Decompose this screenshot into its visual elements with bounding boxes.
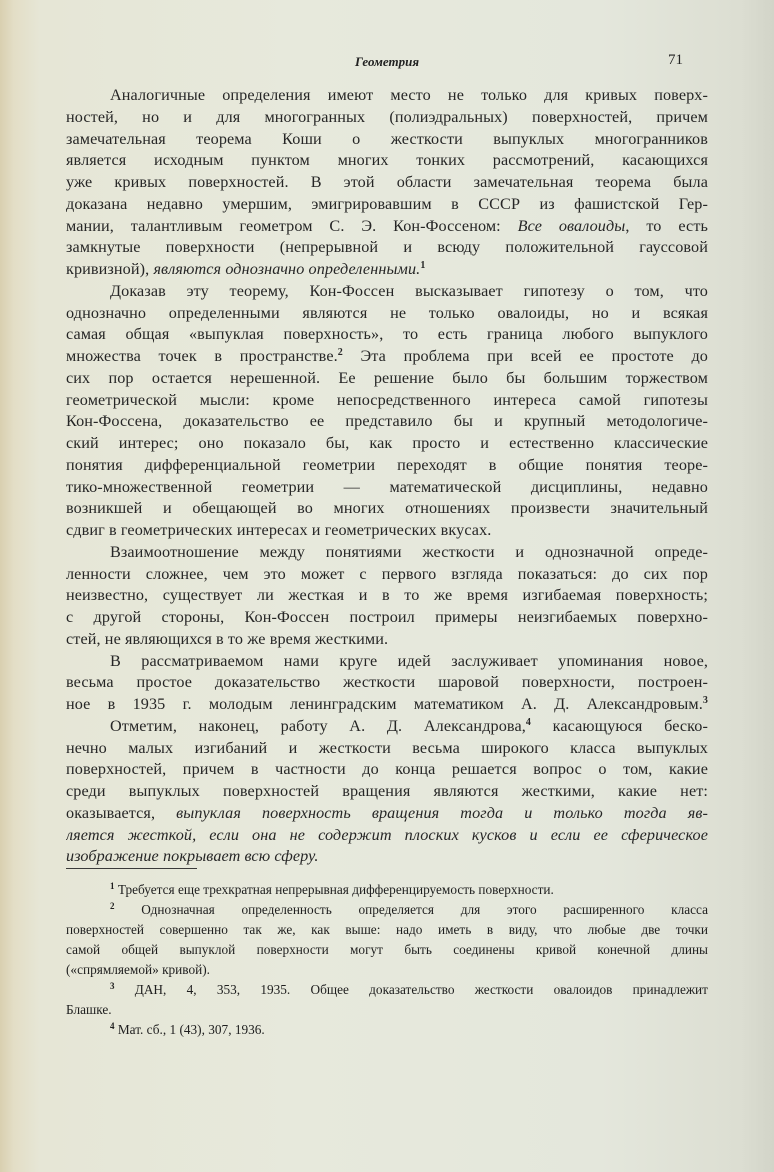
text-line: замечательная теорема Коши о жесткости выпуклых многогранников	[66, 129, 708, 148]
paragraph-2	[66, 281, 708, 542]
footnote-line: Блашке.	[66, 1002, 112, 1017]
footnote-line: $^3$ ДАН, 4, 353, 1935. Общее доказательство жесткости овалоидов принадлежит	[110, 981, 708, 997]
footnotes	[66, 880, 708, 1040]
text-line: сих пор остается нерешенной. Ее решение было бы большим торжеством	[66, 368, 708, 387]
paragraph-1	[66, 85, 708, 281]
text-line: замкнутые поверхности (непрерывной и всюду положительной гауссовой	[66, 238, 708, 257]
emphasis: ляется жесткой, если она не содержит плоских кусков и если ее сферическое	[66, 825, 708, 844]
text-line: неизвестно, существует ли жесткая и в то же время изгибаемая поверхность;	[66, 586, 708, 605]
footnote-line: самой общей выпуклой поверхности могут быть соединены кривой конечной длины	[66, 942, 708, 957]
text-line: ленности сложнее, чем это может с первого взгляда показаться: до сих пор	[66, 564, 708, 583]
text-line	[66, 846, 708, 868]
text-line: ский интерес; оно показало бы, как просто и естественно классические	[66, 434, 708, 452]
text-line: Аналогичные определения имеют место не только для кривых поверх-	[110, 86, 708, 104]
footnote-ref[interactable]: 4	[525, 716, 531, 728]
text-line: уже кривых поверхностей. В этой области замечательная теорема была	[66, 173, 708, 191]
footnote-line: («спрямляемой» кривой).	[66, 962, 211, 977]
text-line: множества точек в пространстве.$^2$ Эта проблема при всей ее простоте до	[66, 347, 708, 365]
footnote-line: $^2$ Однозначная определенность определяется для этого расширенного класса	[110, 901, 708, 917]
emphasis: являются однозначно определенными.	[153, 260, 421, 278]
text-line: В рассматриваемом нами круге идей заслуживает упоминания новое,	[110, 651, 708, 670]
emphasis: изображение покрывает всю сферу.	[66, 847, 319, 866]
text-line: весьма простое доказательство жесткости шаровой поверхности, построен-	[66, 673, 708, 692]
page-number: 71	[668, 52, 683, 68]
footnote-ref[interactable]: 1	[420, 260, 426, 271]
text-line: оказывается, выпуклая поверхность вращения тогда и только тогда яв-	[66, 803, 708, 822]
text-line: с другой стороны, Кон-Фоссен построил примеры неизгибаемых поверхно-	[66, 608, 708, 626]
footnote-ref[interactable]: 2	[337, 347, 343, 358]
body-text	[66, 85, 708, 868]
text-line: сдвиг в геометрических интересах и геометрических вкусах.	[66, 521, 492, 539]
footnote-2	[66, 900, 708, 980]
footnote-4	[66, 1020, 708, 1040]
footnote-3	[66, 980, 708, 1020]
text-line: понятия дифференциальной геометрии переходят в общие понятия теоре-	[66, 455, 708, 474]
footnote-number: 3	[110, 981, 115, 991]
text-line: самая общая «выпуклая поверхность», то есть граница любого выпуклого	[66, 325, 708, 344]
text-line: Доказав эту теорему, Кон-Фоссен высказывает гипотезу о том, что	[110, 281, 708, 300]
text-line: Кон-Фоссена, доказательство ее представило бы и крупный методологиче-	[66, 412, 708, 431]
footnote-1	[66, 880, 708, 900]
running-head	[0, 52, 774, 72]
text-line: среди выпуклых поверхностей вращения являются жесткими, какие нет:	[66, 782, 708, 800]
paragraph-4	[66, 651, 708, 716]
text-line: однозначно определенными являются не только овалоиды, но и всякая	[66, 303, 708, 322]
footnote-number: 2	[110, 901, 115, 911]
text-line: Взаимоотношение между понятиями жесткости и однозначной опреде-	[110, 542, 708, 561]
text-line: кривизной), являются однозначно определенными.$^1$	[66, 260, 426, 278]
text-line: Отметим, наконец, работу А. Д. Александрова,$^4$ касающуюся беско-	[110, 716, 708, 735]
text-line	[66, 825, 708, 847]
emphasis: Все овалоиды	[517, 216, 626, 235]
footnote-line: $^4$ Мат. сб., 1 (43), 307, 1936.	[110, 1021, 265, 1037]
footnote-ref[interactable]: 3	[702, 695, 708, 706]
text-line: возникшей и обещающей во многих отношениях произвести значительный	[66, 499, 708, 518]
footnote-number: 4	[110, 1021, 115, 1031]
text-line: мании, талантливым геометром С. Э. Кон-Фоссеном: Все овалоиды, то есть	[66, 216, 708, 235]
running-title: Геометрия	[354, 54, 420, 69]
text-line: ностей, но и для многогранных (полиэдральных) поверхностей, причем	[66, 107, 708, 126]
footnote-line: поверхностей совершенно так же, как выше: надо иметь в виду, что любые две точки	[66, 922, 708, 937]
emphasis: выпуклая поверхность вращения тогда и только тогда яв-	[176, 803, 708, 822]
text-line: тико-множественной геометрии — математической дисциплины, недавно	[66, 477, 708, 496]
footnote-line: $^1$ Требуется еще трехкратная непрерывная дифференцируемость поверхности.	[110, 881, 554, 897]
text-line: поверхностей, причем в частности до конца решается вопрос о том, какие	[66, 760, 708, 779]
text-line: ное в 1935 г. молодым ленинградским математиком А. Д. Александровым.$^3$	[66, 695, 708, 713]
text-line: стей, не являющихся в то же время жесткими.	[66, 629, 389, 648]
paragraph-5	[66, 716, 708, 868]
text-line: геометрической мысли: кроме непосредственного интереса самой гипотезы	[66, 390, 708, 409]
footnote-separator	[66, 868, 197, 869]
text-line: нечно малых изгибаний и жесткости весьма широкого класса выпуклых	[66, 738, 708, 757]
text-line: доказана недавно умершим, эмигрировавшим в СССР из фашистской Гер-	[66, 194, 708, 213]
text-line: является исходным пунктом многих тонких рассмотрений, касающихся	[66, 151, 708, 170]
paragraph-3	[66, 542, 708, 651]
footnote-number: 1	[110, 881, 115, 891]
